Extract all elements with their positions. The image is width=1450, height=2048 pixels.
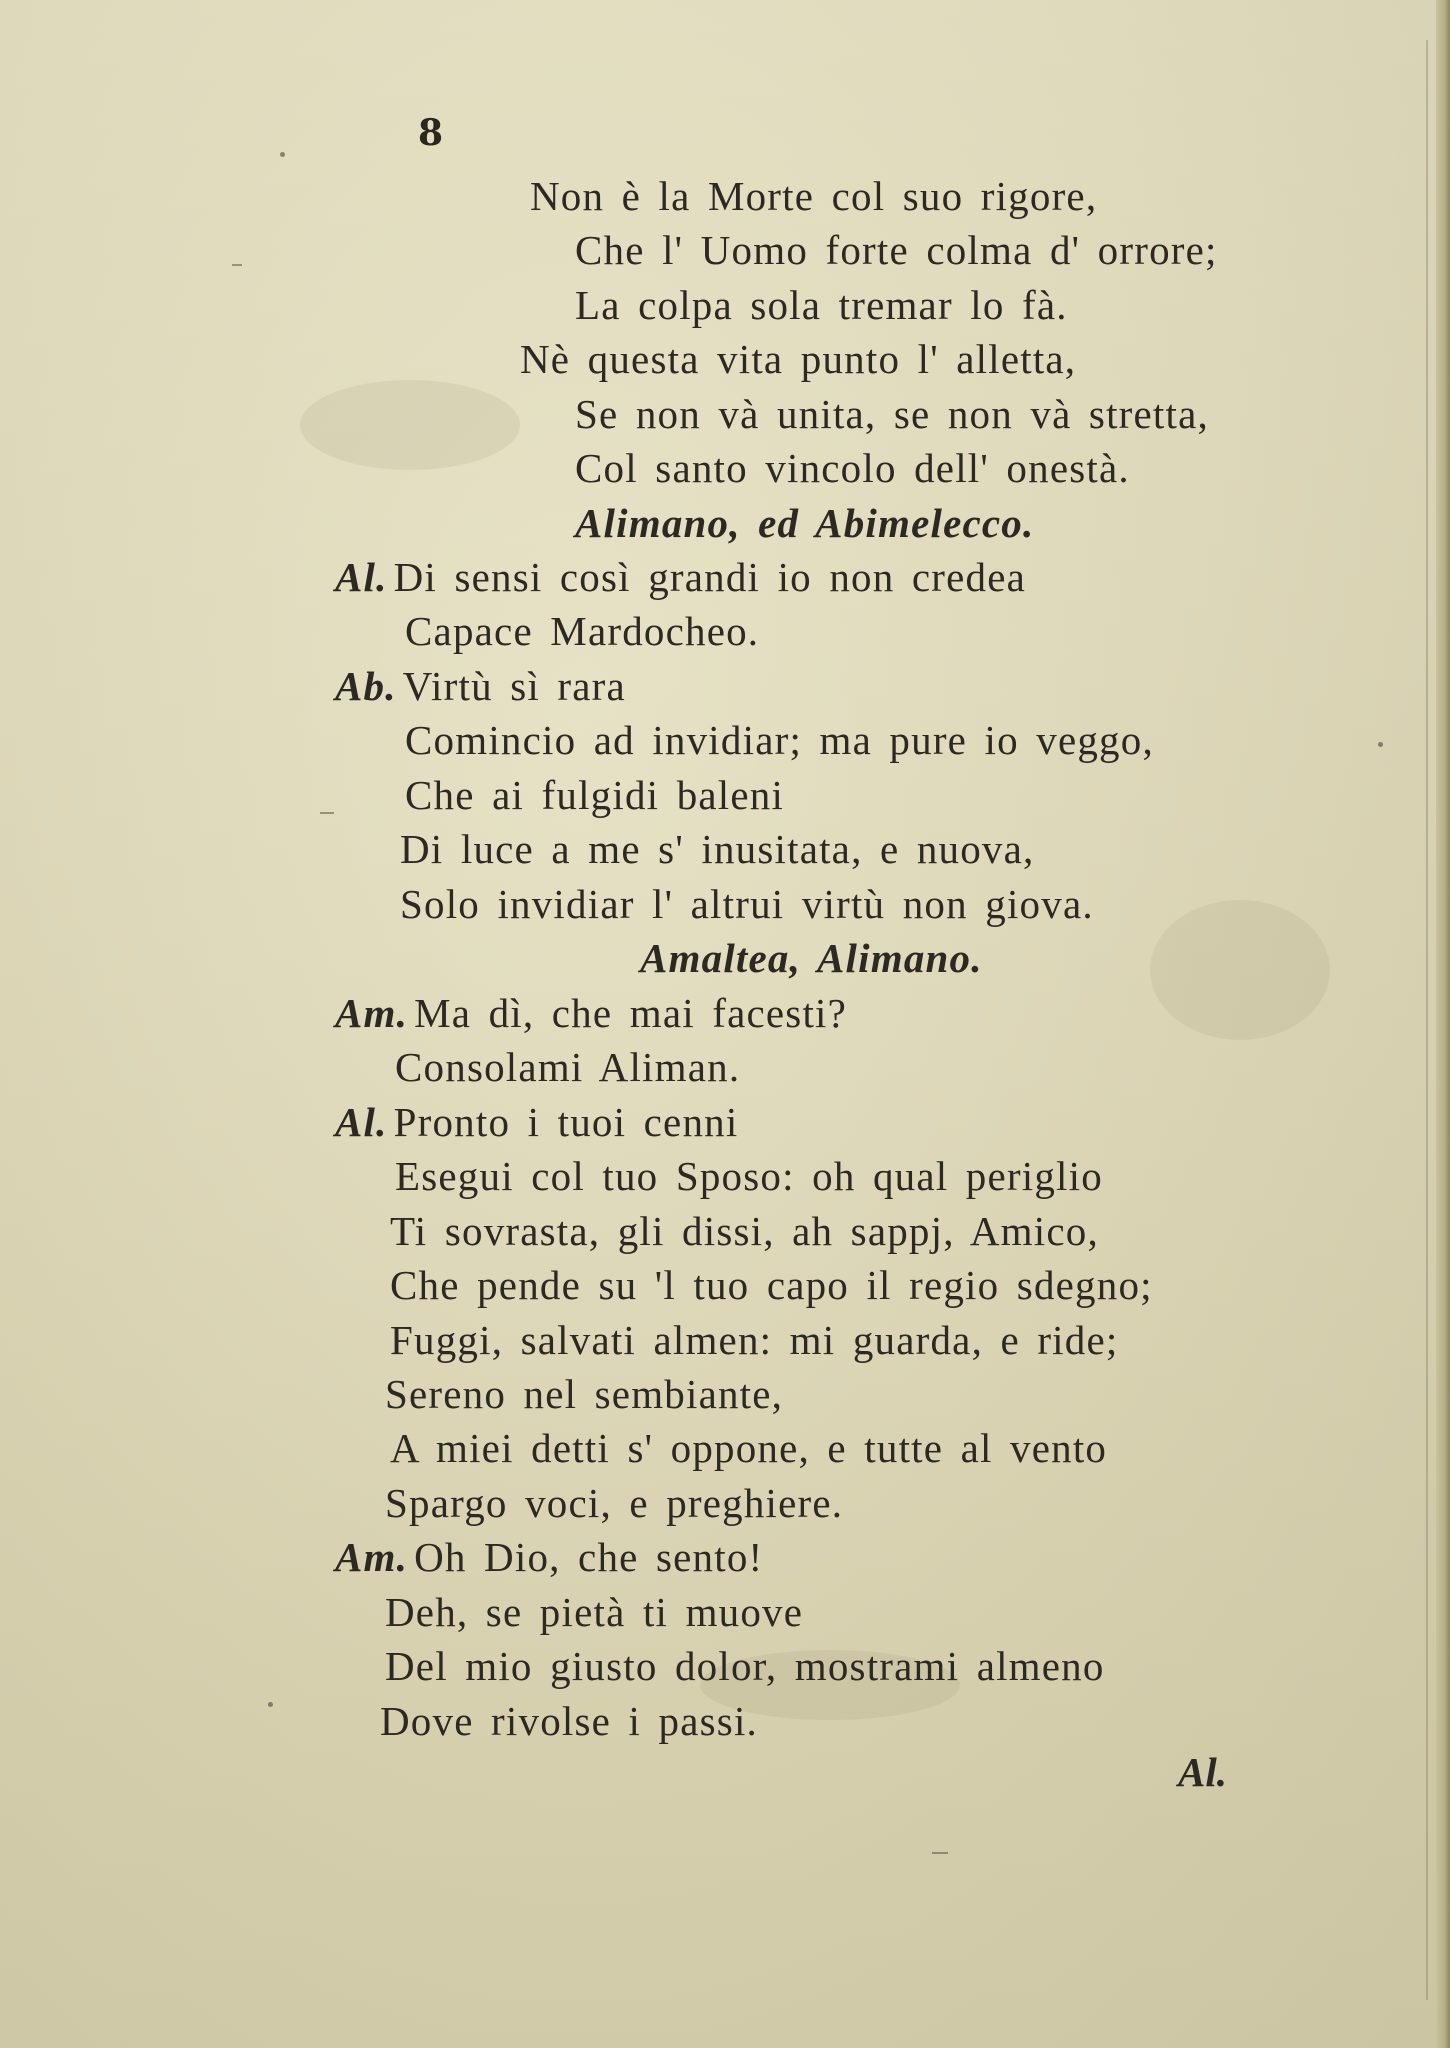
verse-line <box>575 226 1218 274</box>
line-text: Che l' Uomo forte colma d' orrore; <box>575 227 1218 273</box>
line-text: Ti sovrasta, gli dissi, ah sappj, Amico, <box>390 1208 1099 1254</box>
line-text: Capace Mardocheo. <box>405 608 760 654</box>
line-text: Di luce a me s' inusitata, e nuova, <box>400 826 1035 872</box>
line-text: Esegui col tuo Sposo: oh qual periglio <box>395 1153 1103 1199</box>
line-text: Amaltea, Alimano. <box>640 935 983 981</box>
line-text: Col santo vincolo dell' onestà. <box>575 445 1130 491</box>
verse-line <box>530 172 1097 220</box>
line-text: Dove rivolse i passi. <box>380 1698 758 1744</box>
line-text: Nè questa vita punto l' alletta, <box>520 336 1077 382</box>
line-text: Pronto i tuoi cenni <box>393 1099 739 1145</box>
verse-line <box>575 281 1068 329</box>
page-number: 8 <box>418 112 444 154</box>
line-text: Comincio ad invidiar; ma pure io veggo, <box>405 717 1154 763</box>
verse-line <box>385 1479 843 1527</box>
speck <box>232 264 242 266</box>
verse-line <box>575 390 1209 438</box>
line-text: Di sensi così grandi io non credea <box>393 554 1027 600</box>
verse-line <box>385 1642 1105 1690</box>
speaker-label: Am. <box>335 990 409 1036</box>
verse-line <box>385 1370 783 1418</box>
verse-line <box>405 771 784 819</box>
verse-line <box>390 1207 1099 1255</box>
line-text: Che pende su 'l tuo capo il regio sdegno; <box>390 1262 1153 1308</box>
line-text: Non è la Morte col suo rigore, <box>530 173 1098 219</box>
verse-line <box>385 1588 803 1636</box>
line-text: Del mio giusto dolor, mostrami almeno <box>385 1643 1105 1689</box>
line-text: A miei detti s' oppone, e tutte al vento <box>390 1425 1108 1471</box>
verse-line <box>400 880 1094 928</box>
line-text: La colpa sola tremar lo fà. <box>575 282 1068 328</box>
verse-line <box>390 1424 1107 1472</box>
verse-line <box>335 989 847 1037</box>
line-text: Virtù sì rara <box>402 663 626 709</box>
verse-line <box>380 1697 758 1745</box>
verse-line <box>400 825 1034 873</box>
speaker-label: Am. <box>335 1534 409 1580</box>
stage-direction <box>575 499 1034 547</box>
stage-direction <box>640 934 983 982</box>
speaker-label: Ab. <box>335 663 397 709</box>
paper-stain <box>300 380 520 470</box>
speck <box>280 152 285 157</box>
verse-line <box>335 1098 738 1146</box>
paper-stain <box>1150 900 1330 1040</box>
speck <box>1378 742 1383 747</box>
verse-line <box>335 662 626 710</box>
line-text: Se non và unita, se non và stretta, <box>575 391 1209 437</box>
verse-line <box>390 1261 1153 1309</box>
page-edge-shadow <box>1426 40 1428 2000</box>
line-text: Spargo voci, e preghiere. <box>385 1480 844 1526</box>
line-text: Che ai fulgidi baleni <box>405 772 785 818</box>
verse-line <box>405 716 1154 764</box>
verse-line <box>335 1533 763 1581</box>
verse-line <box>520 335 1076 383</box>
verse-line <box>335 553 1026 601</box>
line-text: Oh Dio, che sento! <box>414 1534 764 1580</box>
verse-line <box>575 444 1130 492</box>
speck <box>268 1702 273 1707</box>
line-text: Deh, se pietà ti muove <box>385 1589 804 1635</box>
speck <box>320 812 334 814</box>
line-text: Fuggi, salvati almen: mi guarda, e ride; <box>390 1317 1119 1363</box>
page-edge <box>1436 0 1450 2048</box>
verse-line <box>395 1043 740 1091</box>
verse-line <box>395 1152 1103 1200</box>
verse-line <box>405 607 759 655</box>
line-text: Consolami Aliman. <box>395 1044 741 1090</box>
catchword: Al. <box>1178 1749 1227 1795</box>
speck <box>932 1852 948 1854</box>
line-text: Alimano, ed Abimelecco. <box>575 500 1035 546</box>
line-text: Sereno nel sembiante, <box>385 1371 784 1417</box>
speaker-label: Al. <box>335 554 388 600</box>
speaker-label: Al. <box>335 1099 388 1145</box>
line-text: Ma dì, che mai facesti? <box>414 990 848 1036</box>
verse-line <box>390 1316 1118 1364</box>
line-text: Solo invidiar l' altrui virtù non giova. <box>400 881 1094 927</box>
